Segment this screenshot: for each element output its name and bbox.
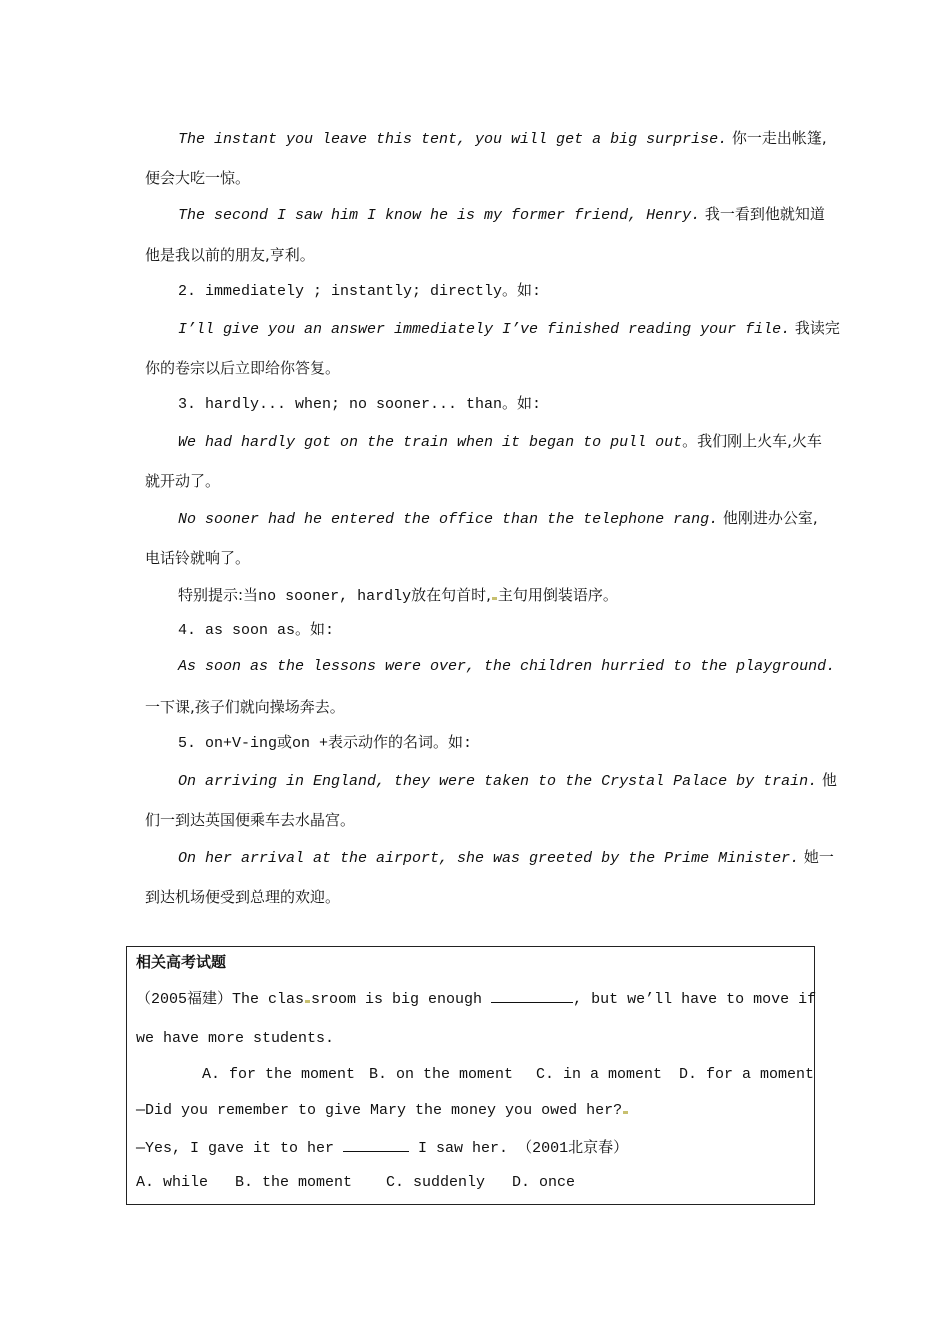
question-1-option-b: B. on the moment (369, 1066, 514, 1083)
item-5-example-1-chinese-part1: 他 (817, 771, 837, 789)
item-2-label: 2. immediately ; instantly; directly。如: (178, 283, 542, 300)
item-3-example-1-chinese-part2: 就开动了。 (145, 472, 221, 490)
question-2-option-b: B. the moment (235, 1174, 353, 1191)
question-1-text-middle: sroom is big enough (311, 991, 492, 1008)
item-2-example (178, 318, 840, 340)
example-2-line-1 (178, 204, 825, 226)
item-3-example-1-english: We had hardly got on the train when it began to pull out (178, 434, 683, 451)
exam-questions-box (126, 946, 815, 1205)
item-4-chinese: 一下课,孩子们就向操场奔去。 (145, 698, 345, 716)
item-5-example-2-english: On her arrival at the airport, she was greeted by the Prime Minister. (178, 850, 800, 867)
question-1-option-c: C. in a moment (536, 1066, 663, 1083)
question-1-option-a: A. for the moment (202, 1066, 356, 1083)
example-1-chinese-part2: 便会大吃一惊。 (145, 169, 251, 187)
highlight-mark (305, 1000, 310, 1003)
question-1-line-2: we have more students. (136, 1030, 335, 1047)
special-tip (178, 585, 618, 607)
question-2-line-2 (136, 1137, 628, 1159)
item-5-example-2-chinese-part2: 到达机场便受到总理的欢迎。 (145, 888, 341, 906)
item-2-chinese-part1: 我读完 (790, 319, 840, 337)
question-2-text-end: I saw her. （2001北京春） (409, 1140, 629, 1157)
example-1-line-1 (178, 128, 827, 150)
question-1-text-start: （2005福建）The clas (136, 991, 305, 1008)
item-5-example-2-chinese-part1: 她一 (799, 848, 834, 866)
tip-suffix: 主句用倒装语序。 (497, 586, 618, 604)
question-1-option-d: D. for a moment (679, 1066, 815, 1083)
tip-middle: 放在句首时, (411, 586, 491, 604)
example-2-chinese-part2: 他是我以前的朋友,亨利。 (145, 246, 315, 264)
item-5-example-2 (178, 847, 834, 869)
tip-prefix: 特别提示:当 (178, 586, 259, 604)
item-5-example-1 (178, 770, 837, 792)
item-5-example-1-english: On arriving in England, they were taken to the Crystal Palace by train. (178, 773, 818, 790)
example-1-chinese-part1: 你一走出帐篷, (727, 129, 827, 147)
example-2-chinese-part1: 我一看到他就知道 (700, 205, 825, 223)
item-3-example-2-english: No sooner had he entered the office than the telephone rang. (178, 511, 719, 528)
item-5-label: 5. on+V-ing或on +表示动作的名词。如: (178, 735, 473, 752)
question-2-prompt: —Did you remember to give Mary the money you owed her? (136, 1102, 623, 1119)
item-4-label: 4. as soon as。如: (178, 622, 335, 639)
example-2-english: The second I saw him I know he is my former friend, Henry. (178, 207, 701, 224)
item-3-example-1-chinese-part1: 。我们刚上火车,火车 (682, 432, 822, 450)
item-2-chinese-part2: 你的卷宗以后立即给你答复。 (145, 359, 341, 377)
question-2-text-start: —Yes, I gave it to her (136, 1140, 344, 1157)
question-2-option-a: A. while (136, 1174, 209, 1191)
item-3-example-1 (178, 431, 822, 453)
question-2-option-d: D. once (512, 1174, 576, 1191)
item-3-example-2-chinese-part2: 电话铃就响了。 (145, 549, 251, 567)
item-5-example-1-chinese-part2: 们一到达英国便乘车去水晶宫。 (145, 811, 356, 829)
highlight-mark (492, 597, 497, 600)
exam-box-title: 相关高考试题 (136, 953, 227, 971)
answer-blank (343, 1137, 409, 1152)
highlight-mark (623, 1111, 628, 1114)
item-3-example-2 (178, 508, 818, 530)
item-3-label: 3. hardly... when; no sooner... than。如: (178, 396, 542, 413)
item-4-english: As soon as the lessons were over, the children hurried to the playground. (178, 658, 836, 675)
example-1-english: The instant you leave this tent, you will get a big surprise. (178, 131, 728, 148)
question-1-line-1 (136, 988, 816, 1010)
question-2-line-1 (136, 1101, 629, 1121)
item-3-example-2-chinese-part1: 他刚进办公室, (718, 509, 818, 527)
question-2-option-c: C. suddenly (386, 1174, 486, 1191)
tip-keywords: no sooner, hardly (258, 588, 412, 605)
question-1-text-end: , but we’ll have to move if (573, 991, 817, 1008)
item-2-english: I’ll give you an answer immediately I’ve finished reading your file. (178, 321, 791, 338)
answer-blank (491, 988, 573, 1003)
